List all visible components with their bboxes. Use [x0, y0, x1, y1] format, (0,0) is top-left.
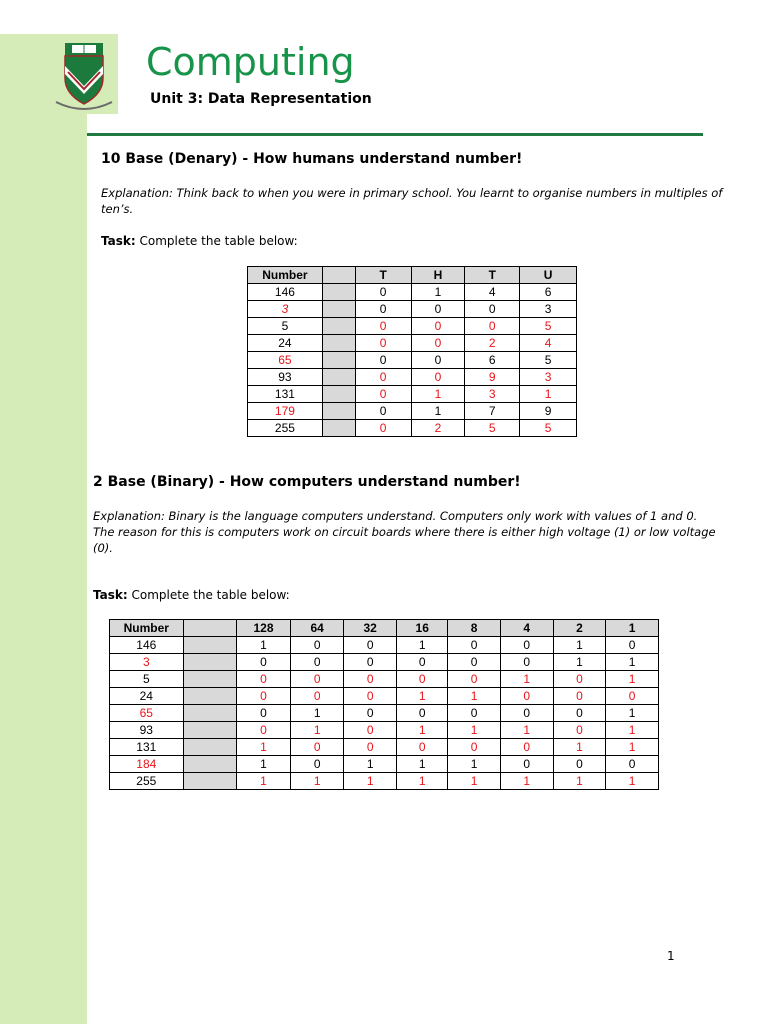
digit-cell[interactable]: 0 [500, 654, 553, 671]
digit-cell[interactable]: 0 [465, 301, 520, 318]
digit-cell[interactable]: 0 [291, 637, 344, 654]
table-row [248, 284, 577, 301]
denary-column-header: T [465, 267, 520, 284]
digit-cell[interactable]: 3 [520, 301, 577, 318]
binary-heading: 2 Base (Binary) - How computers understand number! [93, 474, 521, 490]
digit-cell[interactable]: 4 [465, 284, 520, 301]
binary-column-header: Number [110, 620, 184, 637]
digit-cell[interactable]: 0 [448, 705, 501, 722]
spacer-cell [183, 739, 236, 756]
digit-cell[interactable]: 1 [344, 773, 397, 790]
digit-cell[interactable]: 9 [520, 403, 577, 420]
digit-cell[interactable]: 0 [355, 386, 411, 403]
table-row [110, 705, 659, 722]
digit-cell[interactable]: 1 [606, 671, 659, 688]
spacer-cell [322, 318, 355, 335]
digit-cell[interactable]: 3 [465, 386, 520, 403]
digit-cell[interactable]: 0 [291, 688, 344, 705]
digit-cell[interactable]: 0 [411, 301, 465, 318]
digit-cell[interactable]: 1 [500, 773, 553, 790]
denary-column-header: Number [248, 267, 323, 284]
binary-column-header: 16 [397, 620, 448, 637]
binary-table [109, 619, 659, 790]
digit-cell[interactable]: 1 [397, 756, 448, 773]
digit-cell[interactable]: 1 [448, 688, 501, 705]
denary-column-header: U [520, 267, 577, 284]
digit-cell[interactable]: 0 [291, 739, 344, 756]
digit-cell[interactable]: 0 [236, 722, 290, 739]
table-row [110, 688, 659, 705]
denary-explanation-line1: Explanation: Think back to when you were in primary school. You learnt to organise numbers in multiples of [101, 186, 723, 200]
binary-explanation-line3: (0). [93, 541, 113, 555]
digit-cell[interactable]: 0 [236, 705, 290, 722]
digit-cell[interactable]: 5 [520, 318, 577, 335]
number-cell: 255 [110, 773, 184, 790]
digit-cell[interactable]: 0 [448, 654, 501, 671]
digit-cell[interactable]: 0 [355, 318, 411, 335]
digit-cell[interactable]: 0 [500, 739, 553, 756]
digit-cell[interactable]: 0 [553, 688, 606, 705]
binary-column-header: 128 [236, 620, 290, 637]
denary-heading: 10 Base (Denary) - How humans understand number! [101, 151, 523, 167]
spacer-cell [183, 654, 236, 671]
number-cell: 146 [248, 284, 323, 301]
denary-task [101, 234, 298, 248]
digit-cell[interactable]: 1 [553, 773, 606, 790]
digit-cell[interactable]: 1 [236, 773, 290, 790]
digit-cell[interactable]: 0 [411, 335, 465, 352]
binary-explanation-line1: Explanation: Binary is the language computers understand. Computers only work with values of 1 and 0. [93, 509, 698, 523]
digit-cell[interactable]: 1 [397, 637, 448, 654]
digit-cell[interactable]: 0 [355, 420, 411, 437]
spacer-cell [183, 722, 236, 739]
number-cell: 3 [248, 301, 323, 318]
number-cell: 65 [248, 352, 323, 369]
digit-cell[interactable]: 0 [553, 722, 606, 739]
digit-cell[interactable]: 5 [465, 420, 520, 437]
digit-cell[interactable]: 0 [465, 318, 520, 335]
binary-task-label: Task: [93, 588, 128, 602]
number-cell: 93 [110, 722, 184, 739]
digit-cell[interactable]: 9 [465, 369, 520, 386]
table-row [248, 386, 577, 403]
table-row [248, 403, 577, 420]
number-cell: 5 [248, 318, 323, 335]
digit-cell[interactable]: 1 [520, 386, 577, 403]
digit-cell[interactable]: 0 [411, 352, 465, 369]
digit-cell[interactable]: 3 [520, 369, 577, 386]
digit-cell[interactable]: 0 [355, 301, 411, 318]
table-row [110, 756, 659, 773]
digit-cell[interactable]: 7 [465, 403, 520, 420]
digit-cell[interactable]: 0 [344, 688, 397, 705]
number-cell: 131 [248, 386, 323, 403]
digit-cell[interactable]: 0 [291, 671, 344, 688]
digit-cell[interactable]: 0 [344, 654, 397, 671]
digit-cell[interactable]: 5 [520, 420, 577, 437]
number-cell: 24 [248, 335, 323, 352]
digit-cell[interactable]: 0 [344, 637, 397, 654]
digit-cell[interactable]: 1 [553, 739, 606, 756]
table-row [110, 654, 659, 671]
denary-column-header: T [355, 267, 411, 284]
digit-cell[interactable]: 1 [448, 756, 501, 773]
binary-task-text: Complete the table below: [127, 588, 290, 602]
digit-cell[interactable]: 1 [553, 654, 606, 671]
digit-cell[interactable]: 1 [606, 722, 659, 739]
binary-column-header: 32 [344, 620, 397, 637]
spacer-cell [322, 420, 355, 437]
binary-column-header: 1 [606, 620, 659, 637]
spacer-cell [322, 335, 355, 352]
spacer-cell [322, 386, 355, 403]
digit-cell[interactable]: 1 [236, 739, 290, 756]
table-row [110, 722, 659, 739]
digit-cell[interactable]: 1 [411, 284, 465, 301]
digit-cell[interactable]: 0 [500, 705, 553, 722]
number-cell: 65 [110, 705, 184, 722]
number-cell: 93 [248, 369, 323, 386]
spacer-cell [183, 756, 236, 773]
spacer-cell [322, 301, 355, 318]
digit-cell[interactable]: 1 [553, 637, 606, 654]
digit-cell[interactable]: 0 [553, 756, 606, 773]
denary-task-label: Task: [101, 234, 136, 248]
denary-table [247, 266, 577, 437]
number-cell: 131 [110, 739, 184, 756]
digit-cell[interactable]: 0 [344, 705, 397, 722]
digit-cell[interactable]: 0 [236, 654, 290, 671]
school-crest-icon [50, 34, 118, 114]
table-row [110, 671, 659, 688]
number-cell: 146 [110, 637, 184, 654]
digit-cell[interactable]: 0 [411, 369, 465, 386]
digit-cell[interactable]: 1 [344, 756, 397, 773]
number-cell: 255 [248, 420, 323, 437]
digit-cell[interactable]: 0 [236, 688, 290, 705]
digit-cell[interactable]: 0 [344, 722, 397, 739]
digit-cell[interactable]: 1 [606, 739, 659, 756]
digit-cell[interactable]: 0 [355, 335, 411, 352]
digit-cell[interactable]: 0 [344, 671, 397, 688]
spacer-cell [183, 773, 236, 790]
table-row [248, 369, 577, 386]
digit-cell[interactable]: 2 [465, 335, 520, 352]
page-subtitle: Unit 3: Data Representation [150, 91, 372, 107]
binary-explanation-line2: The reason for this is computers work on circuit boards where there is either high voltage (1) or low voltage [93, 525, 716, 539]
digit-cell[interactable]: 4 [520, 335, 577, 352]
digit-cell[interactable]: 0 [553, 705, 606, 722]
digit-cell[interactable]: 0 [448, 637, 501, 654]
spacer-cell [183, 637, 236, 654]
digit-cell[interactable]: 1 [448, 722, 501, 739]
table-row [110, 637, 659, 654]
digit-cell[interactable]: 1 [397, 722, 448, 739]
digit-cell[interactable]: 5 [520, 352, 577, 369]
spacer-cell [322, 369, 355, 386]
digit-cell[interactable]: 0 [397, 671, 448, 688]
digit-cell[interactable]: 0 [355, 369, 411, 386]
page-number: 1 [667, 949, 675, 963]
number-cell: 24 [110, 688, 184, 705]
digit-cell[interactable]: 2 [411, 420, 465, 437]
digit-cell[interactable]: 0 [355, 403, 411, 420]
spacer-cell [183, 671, 236, 688]
digit-cell[interactable]: 0 [606, 637, 659, 654]
number-cell: 3 [110, 654, 184, 671]
binary-column-header: 64 [291, 620, 344, 637]
digit-cell[interactable]: 0 [355, 352, 411, 369]
digit-cell[interactable]: 0 [500, 688, 553, 705]
binary-column-header [183, 620, 236, 637]
denary-explanation-line2: ten’s. [101, 202, 134, 216]
side-band [0, 34, 87, 1024]
table-row [248, 301, 577, 318]
digit-cell[interactable]: 0 [344, 739, 397, 756]
digit-cell[interactable]: 1 [500, 671, 553, 688]
digit-cell[interactable]: 1 [397, 688, 448, 705]
digit-cell[interactable]: 1 [291, 705, 344, 722]
table-row [248, 352, 577, 369]
digit-cell[interactable]: 0 [397, 705, 448, 722]
digit-cell[interactable]: 0 [411, 318, 465, 335]
digit-cell[interactable]: 6 [465, 352, 520, 369]
denary-column-header [322, 267, 355, 284]
header-divider [87, 133, 703, 136]
digit-cell[interactable]: 0 [236, 671, 290, 688]
digit-cell[interactable]: 0 [500, 756, 553, 773]
digit-cell[interactable]: 1 [606, 773, 659, 790]
digit-cell[interactable]: 1 [291, 722, 344, 739]
digit-cell[interactable]: 0 [397, 654, 448, 671]
spacer-cell [322, 284, 355, 301]
binary-column-header: 4 [500, 620, 553, 637]
digit-cell[interactable]: 1 [236, 756, 290, 773]
digit-cell[interactable]: 1 [236, 637, 290, 654]
digit-cell[interactable]: 0 [291, 756, 344, 773]
table-row [248, 318, 577, 335]
school-crest-logo [50, 34, 118, 114]
spacer-cell [183, 688, 236, 705]
table-row [248, 420, 577, 437]
page-title: Computing [146, 40, 355, 84]
number-cell: 5 [110, 671, 184, 688]
digit-cell[interactable]: 1 [606, 705, 659, 722]
denary-task-text: Complete the table below: [135, 234, 298, 248]
spacer-cell [183, 705, 236, 722]
table-row [110, 773, 659, 790]
digit-cell[interactable]: 0 [606, 756, 659, 773]
digit-cell[interactable]: 0 [397, 739, 448, 756]
digit-cell[interactable]: 1 [397, 773, 448, 790]
digit-cell[interactable]: 0 [448, 671, 501, 688]
digit-cell[interactable]: 1 [411, 386, 465, 403]
binary-column-header: 2 [553, 620, 606, 637]
spacer-cell [322, 352, 355, 369]
number-cell: 179 [248, 403, 323, 420]
digit-cell[interactable]: 0 [606, 688, 659, 705]
digit-cell[interactable]: 0 [553, 671, 606, 688]
digit-cell[interactable]: 1 [448, 773, 501, 790]
table-row [248, 335, 577, 352]
digit-cell[interactable]: 6 [520, 284, 577, 301]
digit-cell[interactable]: 1 [606, 654, 659, 671]
table-row [110, 739, 659, 756]
digit-cell[interactable]: 0 [500, 637, 553, 654]
digit-cell[interactable]: 0 [291, 654, 344, 671]
digit-cell[interactable]: 1 [411, 403, 465, 420]
digit-cell[interactable]: 1 [291, 773, 344, 790]
digit-cell[interactable]: 0 [448, 739, 501, 756]
number-cell: 184 [110, 756, 184, 773]
binary-task [93, 588, 290, 602]
binary-column-header: 8 [448, 620, 501, 637]
spacer-cell [322, 403, 355, 420]
denary-column-header: H [411, 267, 465, 284]
digit-cell[interactable]: 0 [355, 284, 411, 301]
digit-cell[interactable]: 1 [500, 722, 553, 739]
